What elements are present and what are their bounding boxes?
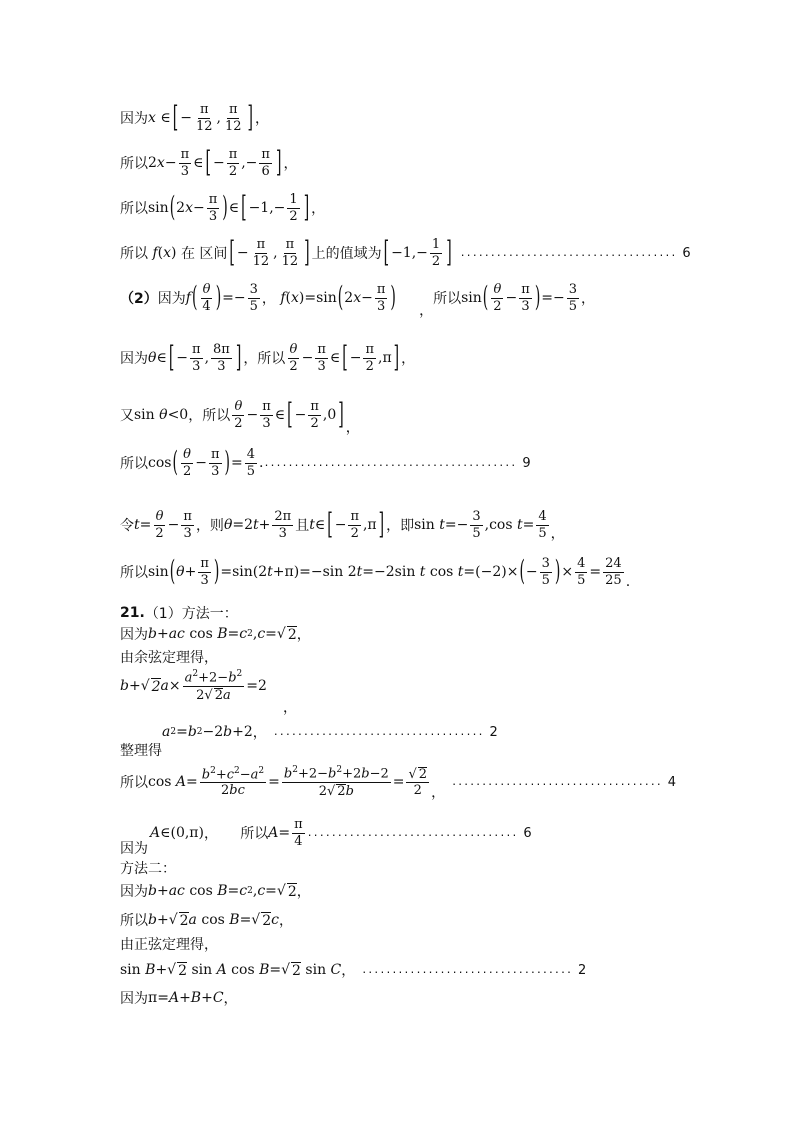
text: 整理得	[120, 743, 162, 759]
line-given-2: 因为 b + ac cos B = c 2 , c =√ 2 ，	[120, 883, 311, 900]
text: ，	[311, 201, 326, 218]
line-final-result: 所以 sin ( θ + $\frac{\pi}{3}$ ) =sin(2 t +π)=−sin 2 t =−2sin t cos t =(−2)× ( − $\frac{3}{5}$ ) × $\frac{4}{5}$ = $\frac{24}{25}$ .	[120, 556, 631, 591]
score-mark: 9	[522, 455, 531, 471]
score-mark: 6	[682, 245, 691, 261]
line-comma: ，	[283, 700, 297, 716]
text: ，	[254, 111, 269, 128]
text: ，	[261, 291, 276, 308]
text: 方法二：	[120, 861, 176, 877]
line-2x-range: 所以 2 x − $\frac{\pi}{3}$ ∈ [ − $\frac{\pi}{2}$ ,− $\frac{\pi}{6}$ ] ，	[120, 146, 298, 180]
text: ，	[283, 156, 298, 173]
text: 因为	[120, 351, 148, 368]
line-cos-value: 所以 cos ( $\frac{\theta}{2}$ − $\frac{\pi}{3}$ ) = $\frac{4}{5}$ . .......................................... 9	[120, 447, 531, 480]
text: ，	[345, 420, 360, 437]
text: 所以	[120, 156, 148, 173]
text: 因为	[120, 884, 148, 900]
line-derived: 所以 b +√ 2 a cos B =√ 2 c ，	[120, 912, 293, 929]
score-mark: 6	[523, 825, 532, 841]
line-because	[120, 838, 148, 858]
text: 因为	[120, 111, 148, 128]
leader-dots: ...................................	[306, 827, 518, 839]
text: 所以	[120, 246, 148, 263]
leader-dots: ...................................	[361, 964, 572, 976]
line-x-range: 因为 x ∈ [ − $\frac{\pi}{12}$ , $\frac{\pi}{12}$ ] ，	[120, 101, 269, 135]
text: ，则	[195, 518, 224, 535]
text: ，	[341, 963, 356, 979]
line-given: 因为 b + ac cos B = c 2 , c =√ 2 ，	[120, 626, 311, 643]
score-mark: 2	[577, 962, 587, 978]
text: 因为	[157, 291, 186, 308]
text: 由余弦定理得，	[120, 650, 218, 666]
line-sine-expr: sin B +√ 2 sin A cos B =√ 2 sin C ， ................................... 2	[120, 962, 587, 979]
text: 由正弦定理得，	[120, 937, 218, 953]
text: ，	[550, 526, 565, 543]
text: ，	[252, 725, 267, 741]
text: ，	[278, 913, 293, 929]
text: ，	[431, 785, 446, 802]
leader-dots: ....................................	[459, 247, 677, 259]
line-sin-negative: 又 sin θ <0 ，所以 $\frac{\theta}{2}$ − $\frac{\pi}{3}$ ∈ [ − $\frac{\pi}{2}$ ,0 ] ，	[120, 398, 360, 437]
leader-dots: ..........................................	[263, 457, 517, 469]
text: 所以	[120, 565, 148, 582]
question-number: 21.	[120, 605, 145, 621]
line-value-range: 所以 f ( x ) 在 区间 [ − $\frac{\pi}{12}$ , $\frac{\pi}{12}$ ] 上的值域为 [ −1,− $\frac{1}{2}$ ] .................................... 6	[120, 236, 691, 270]
line-cosine-expr: b +√ 2 a × $\frac{a^2+2-b^2}{2√ 2a}$ =2	[120, 669, 267, 703]
text: 因为	[120, 991, 148, 1007]
line-part2: （2） 因为 f ( $\frac{\theta}{4}$ ) =− $\frac{3}{5}$ ， f ( x )=sin ( 2 x − $\frac{\pi}{3}$ ) ， 所以 sin ( $\frac{\theta}{2}$ − $\frac{\pi}{3}$ ) =− $\frac{3}{5}$ ，	[120, 282, 596, 320]
text: （2）	[120, 291, 158, 308]
text: ，	[401, 351, 416, 368]
score-mark: 2	[489, 724, 498, 740]
text: ，	[296, 627, 311, 643]
text: 所以	[120, 913, 148, 929]
text: ，即	[386, 518, 415, 535]
line-q21-header	[120, 603, 238, 623]
line-simplified: a 2 = b 2 −2 b +2 ， ................................... 2	[162, 724, 498, 741]
text: 因为	[120, 627, 148, 643]
line-arrange	[120, 740, 162, 760]
text: 区间	[199, 246, 228, 263]
text: ，	[581, 291, 596, 308]
text: 且	[295, 518, 310, 535]
text: 因为	[120, 841, 148, 857]
text: ，	[203, 826, 218, 843]
text: ，	[296, 884, 311, 900]
text: ，所以	[243, 351, 286, 368]
text: ，	[419, 303, 434, 320]
text: ，所以	[188, 408, 231, 425]
text: （1）方法一：	[144, 606, 238, 622]
line-substitution: 令 t = $\frac{\theta}{2}$ − $\frac{\pi}{3}$ ，则 θ =2 t + $\frac{2\pi}{3}$ 且 t ∈ [ − $\frac{\pi}{2}$ ,π ] ，即 sin t =− $\frac{3}{5}$ ,cos t = $\frac{4}{5}$ ，	[120, 508, 565, 543]
text: 又	[120, 408, 134, 425]
line-cos-a: 所以 cos A = $\frac{b^2+c^2-a^2}{2bc}$ = $\frac{b^2+2-b^2+2b-2}{2√ 2b}$ = $\frac{√ 2}{2}$ ， ................................... 4	[120, 765, 677, 802]
line-angle-a: A ∈(0,π) ， 所以 A = $\frac{\pi}{4}$ ................................... 6	[150, 817, 532, 849]
line-cosine-law	[120, 647, 218, 667]
text: 所以	[120, 201, 148, 218]
line-sin-range: 所以 sin ( 2 x − $\frac{\pi}{3}$ ) ∈ [ −1,− $\frac{1}{2}$ ] ，	[120, 191, 326, 225]
text: 上的值域为	[311, 246, 382, 263]
leader-dots: ...................................	[451, 776, 662, 788]
text: 所以	[120, 456, 148, 473]
text: 令	[120, 518, 134, 535]
text: ，	[223, 991, 238, 1007]
leader-dots: ...................................	[272, 726, 484, 738]
text: 所以	[240, 826, 269, 843]
score-mark: 4	[667, 774, 677, 790]
text: 在	[180, 246, 195, 263]
text: 所以	[433, 291, 462, 308]
text: 所以	[120, 775, 148, 792]
line-theta-range: 因为 θ ∈ [ − $\frac{\pi}{3}$ , $\frac{8\pi}{3}$ ] ，所以 $\frac{\theta}{2}$ − $\frac{\pi}{3}$ ∈ [ − $\frac{\pi}{2}$ ,π ] ，	[120, 341, 416, 375]
line-method-2	[120, 858, 176, 878]
line-sine-law	[120, 934, 218, 954]
line-angle-sum: 因为 π= A + B + C ，	[120, 990, 238, 1007]
math: x	[148, 110, 156, 127]
